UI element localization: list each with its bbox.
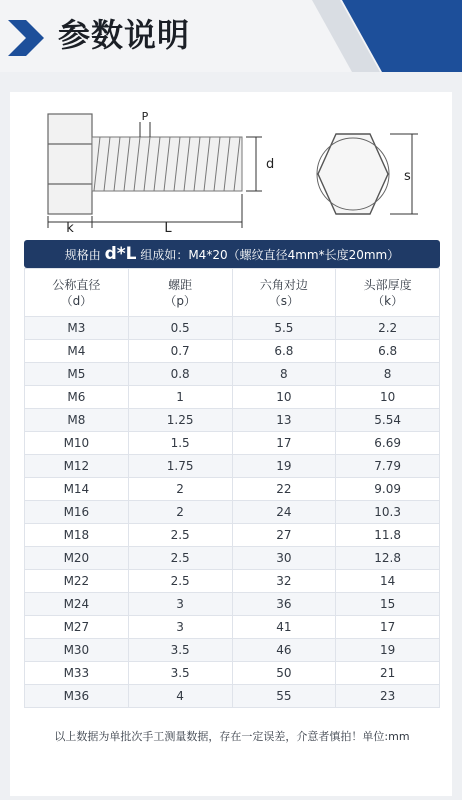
table-cell: 50	[232, 662, 336, 685]
table-cell: 3.5	[128, 639, 232, 662]
table-cell: 19	[336, 639, 440, 662]
table-cell: 8	[232, 363, 336, 386]
table-cell: 2.2	[336, 317, 440, 340]
table-header-row	[25, 269, 440, 317]
table-row	[25, 662, 440, 685]
spec-suffix: 组成如：M4*20（螺纹直径4mm*长度20mm）	[140, 248, 400, 262]
table-row	[25, 478, 440, 501]
table-cell: 5.5	[232, 317, 336, 340]
table-cell: 2.5	[128, 547, 232, 570]
table-cell: 0.5	[128, 317, 232, 340]
header	[0, 0, 462, 72]
table-cell: M14	[25, 478, 129, 501]
table-cell: 10.3	[336, 501, 440, 524]
table-row	[25, 616, 440, 639]
table-cell: 6.69	[336, 432, 440, 455]
page-title: 参数说明	[58, 16, 191, 54]
table-cell: 4	[128, 685, 232, 708]
table-cell: 55	[232, 685, 336, 708]
table-cell: M18	[25, 524, 129, 547]
table-row	[25, 409, 440, 432]
table-row	[25, 547, 440, 570]
table-cell: M24	[25, 593, 129, 616]
label-k: k	[66, 221, 74, 234]
diameter-marker	[246, 137, 262, 191]
table-cell: M12	[25, 455, 129, 478]
table-row	[25, 317, 440, 340]
table-cell: M33	[25, 662, 129, 685]
table-cell: 8	[336, 363, 440, 386]
table-row	[25, 340, 440, 363]
table-cell: 10	[336, 386, 440, 409]
header-head-thickness: 头部厚度 （k）	[336, 269, 440, 317]
table-cell: 2.5	[128, 524, 232, 547]
table-cell: 7.79	[336, 455, 440, 478]
table-cell: M36	[25, 685, 129, 708]
table-cell: 36	[232, 593, 336, 616]
label-s: s	[404, 169, 411, 184]
disclaimer-note: 以上数据为单批次手工测量数据，存在一定误差，介意者慎拍！单位:mm	[54, 730, 410, 743]
table-cell: 41	[232, 616, 336, 639]
table-cell: 17	[232, 432, 336, 455]
table-cell: M8	[25, 409, 129, 432]
header-across-flats: 六角对边 （s）	[232, 269, 336, 317]
table-row	[25, 363, 440, 386]
table-cell: 32	[232, 570, 336, 593]
table-cell: 3	[128, 593, 232, 616]
table-cell: M3	[25, 317, 129, 340]
spec-table	[24, 268, 440, 708]
table-cell: 1.25	[128, 409, 232, 432]
table-cell: 15	[336, 593, 440, 616]
label-L: L	[164, 221, 172, 234]
table-cell: 0.7	[128, 340, 232, 363]
table-cell: 2.5	[128, 570, 232, 593]
table-cell: M5	[25, 363, 129, 386]
table-cell: M27	[25, 616, 129, 639]
table-cell: 2	[128, 478, 232, 501]
table-row	[25, 501, 440, 524]
table-cell: 22	[232, 478, 336, 501]
table-cell: 6.8	[336, 340, 440, 363]
table-cell: 24	[232, 501, 336, 524]
table-cell: M4	[25, 340, 129, 363]
spec-prefix: 规格由	[64, 248, 101, 262]
table-cell: M6	[25, 386, 129, 409]
spec-formula: d*L	[104, 244, 137, 264]
table-cell: 12.8	[336, 547, 440, 570]
table-cell: M30	[25, 639, 129, 662]
bolt-head-top	[317, 134, 389, 214]
label-p: P	[141, 110, 149, 123]
header-nominal-diameter: 公称直径 （d）	[25, 269, 129, 317]
table-cell: 23	[336, 685, 440, 708]
table-cell: 2	[128, 501, 232, 524]
header-pitch: 螺距 （p）	[128, 269, 232, 317]
spec-format-bar	[24, 240, 440, 268]
table-cell: 9.09	[336, 478, 440, 501]
table-cell: 13	[232, 409, 336, 432]
table-cell: 1.5	[128, 432, 232, 455]
bolt-head-side	[48, 114, 92, 214]
table-cell: 5.54	[336, 409, 440, 432]
table-cell: 11.8	[336, 524, 440, 547]
table-row	[25, 455, 440, 478]
table-row	[25, 524, 440, 547]
table-cell: M10	[25, 432, 129, 455]
table-cell: 3.5	[128, 662, 232, 685]
table-cell: 27	[232, 524, 336, 547]
pitch-marker	[140, 122, 150, 137]
table-cell: 21	[336, 662, 440, 685]
table-cell: 30	[232, 547, 336, 570]
table-cell: 14	[336, 570, 440, 593]
table-cell: 6.8	[232, 340, 336, 363]
bolt-diagram	[18, 104, 444, 234]
table-row	[25, 593, 440, 616]
table-cell: 46	[232, 639, 336, 662]
table-row	[25, 570, 440, 593]
table-cell: 0.8	[128, 363, 232, 386]
table-cell: 3	[128, 616, 232, 639]
table-cell: 10	[232, 386, 336, 409]
table-cell: 17	[336, 616, 440, 639]
table-row	[25, 685, 440, 708]
table-row	[25, 386, 440, 409]
header-decoration	[282, 0, 462, 72]
table-cell: 19	[232, 455, 336, 478]
chevron-right-icon	[8, 20, 48, 56]
table-row	[25, 639, 440, 662]
table-cell: 1	[128, 386, 232, 409]
table-cell: M22	[25, 570, 129, 593]
bolt-shank	[92, 137, 242, 191]
table-row	[25, 432, 440, 455]
table-cell: 1.75	[128, 455, 232, 478]
table-cell: M20	[25, 547, 129, 570]
table-cell: M16	[25, 501, 129, 524]
label-d: d	[266, 157, 275, 172]
